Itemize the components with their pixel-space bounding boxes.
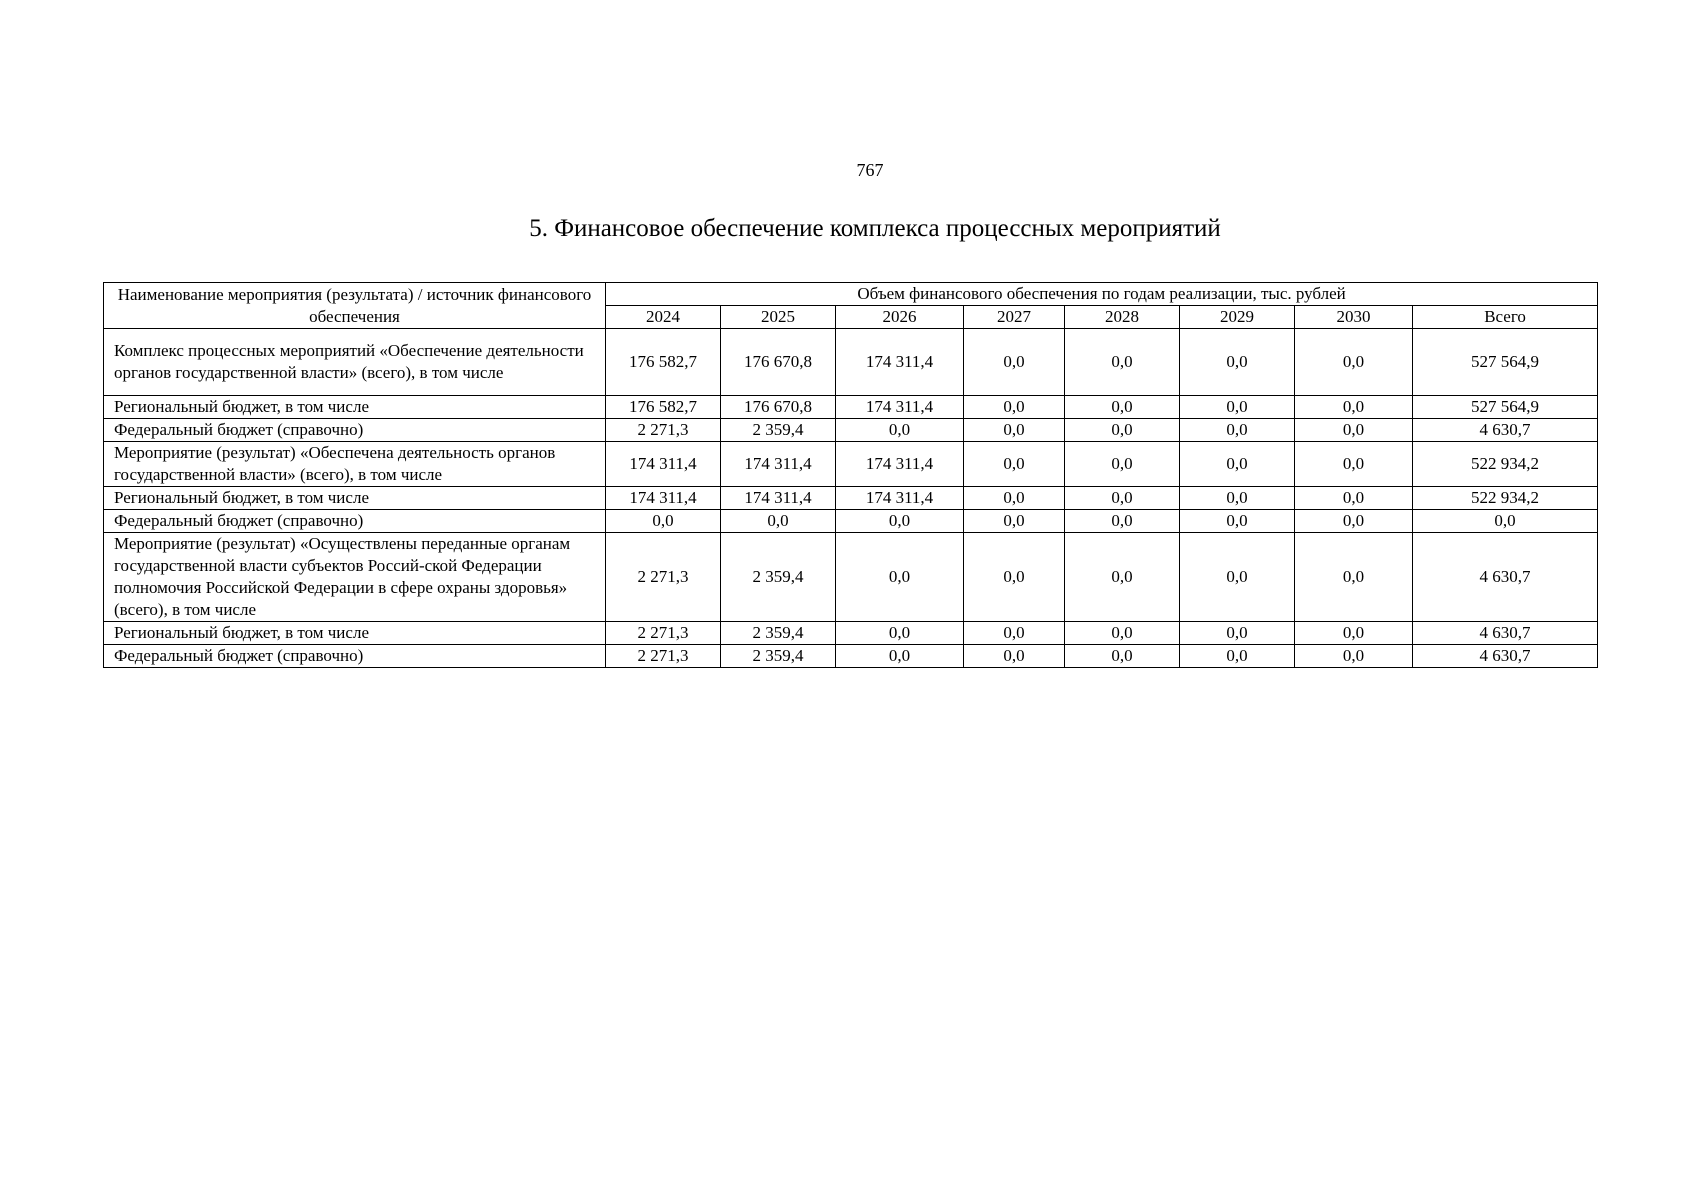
row-name: Региональный бюджет, в том числе bbox=[104, 622, 606, 645]
page-number: 767 bbox=[856, 160, 884, 180]
table-row bbox=[104, 645, 1598, 668]
value-cell: 0,0 bbox=[1065, 533, 1180, 622]
value-cell: 174 311,4 bbox=[606, 487, 721, 510]
row-name: Комплекс процессных мероприятий «Обеспечение деятельности органов государственной власти» (всего), в том числе bbox=[104, 329, 606, 396]
value-cell: 0,0 bbox=[1180, 510, 1295, 533]
value-cell: 0,0 bbox=[721, 510, 836, 533]
table-row bbox=[104, 533, 1598, 622]
total-cell: 4 630,7 bbox=[1413, 419, 1598, 442]
value-cell: 0,0 bbox=[1065, 396, 1180, 419]
value-cell: 0,0 bbox=[836, 645, 964, 668]
total-cell: 4 630,7 bbox=[1413, 645, 1598, 668]
table-row bbox=[104, 510, 1598, 533]
value-cell: 174 311,4 bbox=[836, 329, 964, 396]
value-cell: 0,0 bbox=[606, 510, 721, 533]
value-cell: 0,0 bbox=[1180, 329, 1295, 396]
row-name: Региональный бюджет, в том числе bbox=[104, 396, 606, 419]
total-header: Всего bbox=[1413, 306, 1598, 329]
value-cell: 2 271,3 bbox=[606, 419, 721, 442]
value-cell: 174 311,4 bbox=[721, 442, 836, 487]
table-row bbox=[104, 329, 1598, 396]
value-cell: 0,0 bbox=[836, 533, 964, 622]
value-cell: 2 359,4 bbox=[721, 645, 836, 668]
value-cell: 174 311,4 bbox=[836, 396, 964, 419]
value-cell: 0,0 bbox=[1295, 442, 1413, 487]
value-cell: 0,0 bbox=[964, 329, 1065, 396]
value-cell: 0,0 bbox=[1180, 419, 1295, 442]
value-cell: 0,0 bbox=[1065, 645, 1180, 668]
value-cell: 0,0 bbox=[1065, 487, 1180, 510]
value-cell: 0,0 bbox=[836, 419, 964, 442]
total-cell: 4 630,7 bbox=[1413, 533, 1598, 622]
year-header: 2028 bbox=[1065, 306, 1180, 329]
value-cell: 0,0 bbox=[1295, 329, 1413, 396]
value-cell: 174 311,4 bbox=[606, 442, 721, 487]
value-cell: 2 359,4 bbox=[721, 419, 836, 442]
value-cell: 0,0 bbox=[1065, 622, 1180, 645]
table-row bbox=[104, 419, 1598, 442]
value-cell: 2 359,4 bbox=[721, 622, 836, 645]
year-header: 2025 bbox=[721, 306, 836, 329]
financing-table bbox=[103, 282, 1598, 668]
year-header: 2027 bbox=[964, 306, 1065, 329]
value-cell: 0,0 bbox=[1180, 533, 1295, 622]
value-cell: 0,0 bbox=[1295, 487, 1413, 510]
name-column-header: Наименование мероприятия (результата) / источник финансового обеспечения bbox=[104, 283, 606, 329]
row-name: Региональный бюджет, в том числе bbox=[104, 487, 606, 510]
table-row bbox=[104, 442, 1598, 487]
row-name: Федеральный бюджет (справочно) bbox=[104, 419, 606, 442]
value-cell: 2 271,3 bbox=[606, 645, 721, 668]
value-cell: 0,0 bbox=[964, 419, 1065, 442]
table-row bbox=[104, 622, 1598, 645]
value-cell: 176 670,8 bbox=[721, 396, 836, 419]
value-cell: 0,0 bbox=[1295, 645, 1413, 668]
value-cell: 0,0 bbox=[1180, 442, 1295, 487]
row-name: Федеральный бюджет (справочно) bbox=[104, 645, 606, 668]
row-name: Мероприятие (результат) «Осуществлены переданные органам государственной власти субъектов Россий-ской Федерации полномочия Российской Федерации в сфере охраны здоровья» (всего), в том числе bbox=[104, 533, 606, 622]
table-row bbox=[104, 487, 1598, 510]
value-cell: 0,0 bbox=[1295, 396, 1413, 419]
table-header-row bbox=[104, 283, 1598, 306]
value-cell: 0,0 bbox=[1295, 419, 1413, 442]
value-cell: 174 311,4 bbox=[836, 487, 964, 510]
value-cell: 0,0 bbox=[964, 622, 1065, 645]
total-cell: 522 934,2 bbox=[1413, 442, 1598, 487]
table-row bbox=[104, 396, 1598, 419]
value-cell: 176 670,8 bbox=[721, 329, 836, 396]
section-title: 5. Финансовое обеспечение комплекса процессных мероприятий bbox=[529, 215, 1221, 242]
value-cell: 0,0 bbox=[964, 396, 1065, 419]
total-cell: 527 564,9 bbox=[1413, 396, 1598, 419]
value-cell: 0,0 bbox=[964, 645, 1065, 668]
total-cell: 522 934,2 bbox=[1413, 487, 1598, 510]
row-name: Федеральный бюджет (справочно) bbox=[104, 510, 606, 533]
value-cell: 0,0 bbox=[836, 510, 964, 533]
year-header: 2030 bbox=[1295, 306, 1413, 329]
year-header: 2026 bbox=[836, 306, 964, 329]
total-cell: 4 630,7 bbox=[1413, 622, 1598, 645]
value-cell: 0,0 bbox=[1180, 645, 1295, 668]
total-cell: 527 564,9 bbox=[1413, 329, 1598, 396]
value-cell: 0,0 bbox=[1295, 533, 1413, 622]
row-name: Мероприятие (результат) «Обеспечена деятельность органов государственной власти» (всего), в том числе bbox=[104, 442, 606, 487]
volume-column-header: Объем финансового обеспечения по годам реализации, тыс. рублей bbox=[606, 283, 1598, 306]
value-cell: 0,0 bbox=[1180, 622, 1295, 645]
total-cell: 0,0 bbox=[1413, 510, 1598, 533]
value-cell: 0,0 bbox=[1180, 396, 1295, 419]
value-cell: 2 271,3 bbox=[606, 622, 721, 645]
value-cell: 174 311,4 bbox=[721, 487, 836, 510]
value-cell: 0,0 bbox=[964, 510, 1065, 533]
value-cell: 176 582,7 bbox=[606, 329, 721, 396]
value-cell: 176 582,7 bbox=[606, 396, 721, 419]
value-cell: 0,0 bbox=[964, 533, 1065, 622]
value-cell: 0,0 bbox=[1295, 510, 1413, 533]
year-header: 2024 bbox=[606, 306, 721, 329]
value-cell: 0,0 bbox=[1180, 487, 1295, 510]
value-cell: 0,0 bbox=[1065, 419, 1180, 442]
value-cell: 0,0 bbox=[1065, 510, 1180, 533]
value-cell: 0,0 bbox=[964, 442, 1065, 487]
value-cell: 2 271,3 bbox=[606, 533, 721, 622]
year-header: 2029 bbox=[1180, 306, 1295, 329]
value-cell: 0,0 bbox=[964, 487, 1065, 510]
value-cell: 2 359,4 bbox=[721, 533, 836, 622]
value-cell: 0,0 bbox=[1065, 329, 1180, 396]
value-cell: 174 311,4 bbox=[836, 442, 964, 487]
value-cell: 0,0 bbox=[1295, 622, 1413, 645]
value-cell: 0,0 bbox=[1065, 442, 1180, 487]
value-cell: 0,0 bbox=[836, 622, 964, 645]
